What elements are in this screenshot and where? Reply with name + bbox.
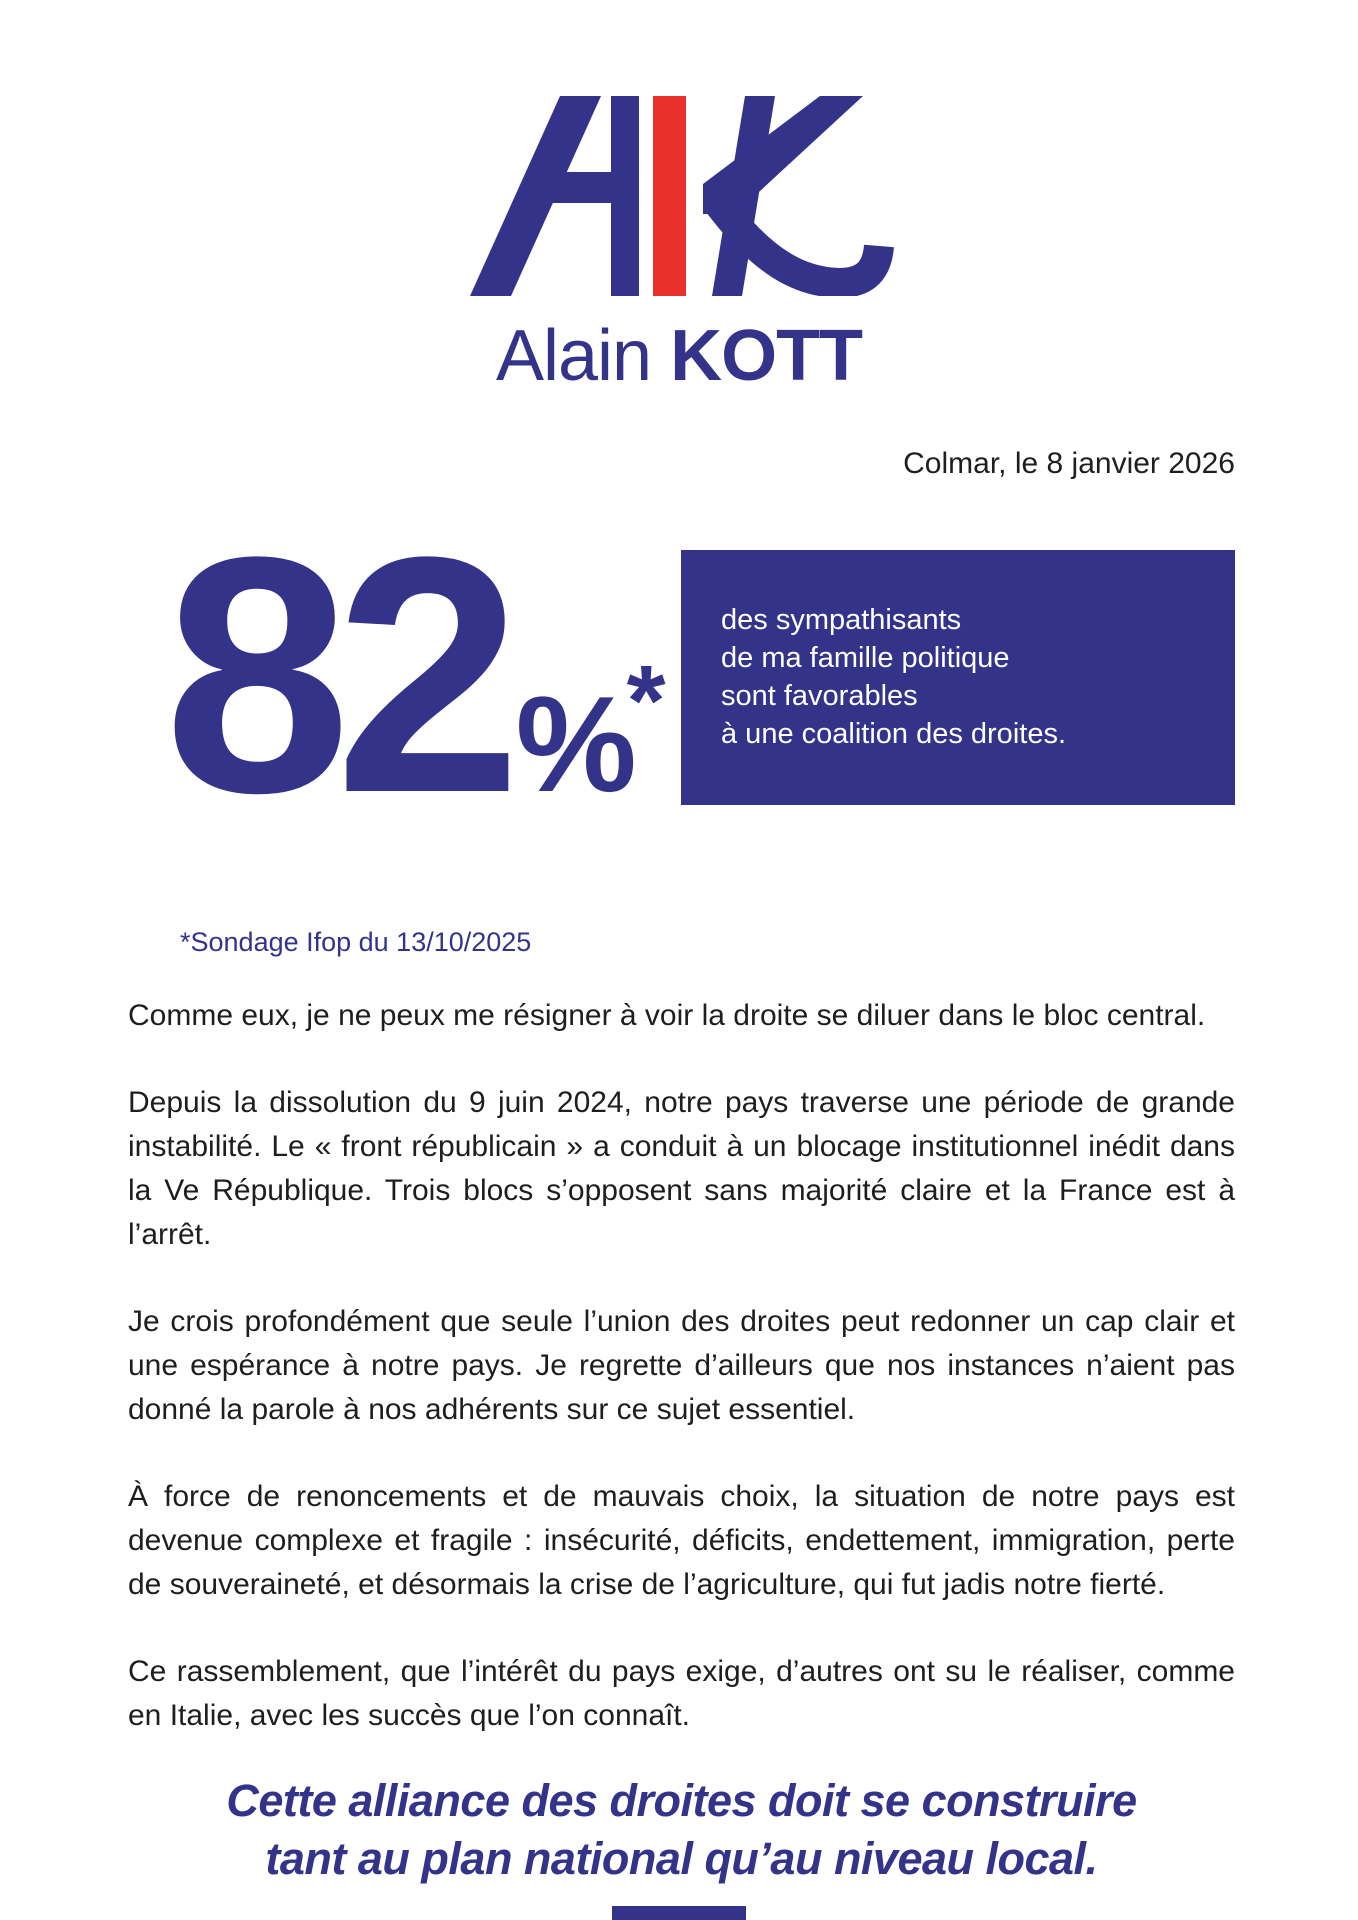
- logo-last-name: KOTT: [670, 316, 863, 396]
- stat-value: [164, 488, 666, 913]
- closing-line: tant au plan national qu’au niveau local.: [265, 1833, 1098, 1884]
- stat-caption-box: [681, 550, 1235, 805]
- paragraph: Je crois profondément que seule l’union des droites peut redonner un cap clair et une espérance à notre pays. Je regrette d’ailleurs que nos instances n’aient pas donné la parole à nos adhérents sur ce sujet essentiel.: [128, 1305, 1235, 1426]
- paragraph: Depuis la dissolution du 9 juin 2024, notre pays traverse une période de grande instabilité. Le « front républicain » a conduit à un blocage institutionnel inédit dans la Ve République. Trois blocs s’opposent sans majorité claire et la France est à l’arrêt.: [128, 1086, 1235, 1251]
- stat-percent-sign: %: [515, 668, 633, 820]
- stat-section: [128, 488, 1235, 958]
- stat-footnote: *Sondage Ifop du 13/10/2025: [180, 927, 532, 957]
- stat-caption-line: de ma famille politique: [721, 642, 1010, 674]
- stat-caption-line: sont favorables: [721, 680, 918, 712]
- stat-caption-line: des sympathisants: [721, 604, 962, 636]
- letter-body: [128, 994, 1235, 1738]
- logo-red-bar: [653, 96, 686, 296]
- stat-asterisk: *: [626, 645, 666, 757]
- ak-monogram-logo: [463, 96, 896, 296]
- dateline: Colmar, le 8 janvier 2026: [903, 447, 1235, 480]
- closing-statement: [128, 1772, 1235, 1888]
- paragraph: À force de renoncements et de mauvais choix, la situation de notre pays est devenue complexe et fragile : insécurité, déficits, endettement, immigration, perte de souveraineté, et désormais la crise de l’agriculture, qui fut jadis notre fierté.: [128, 1480, 1235, 1601]
- stat-figure: [164, 488, 666, 958]
- page-bottom-bar: [612, 1906, 746, 1920]
- letter-content: [0, 446, 1358, 1888]
- logo-block: [0, 0, 1358, 396]
- paragraph: Ce rassemblement, que l’intérêt du pays exige, d’autres ont su le réaliser, comme en Italie, avec les succès que l’on connaît.: [128, 1655, 1235, 1732]
- logo-name: [0, 316, 1358, 396]
- paragraph: Comme eux, je ne peux me résigner à voir la droite se diluer dans le bloc central.: [128, 999, 1206, 1032]
- logo-first-name: Alain: [495, 316, 652, 396]
- logo-a-stem: [611, 96, 639, 296]
- stat-number: 82: [164, 488, 506, 863]
- stat-caption-line: à une coalition des droites.: [721, 718, 1066, 750]
- closing-line: Cette alliance des droites doit se construire: [226, 1775, 1137, 1826]
